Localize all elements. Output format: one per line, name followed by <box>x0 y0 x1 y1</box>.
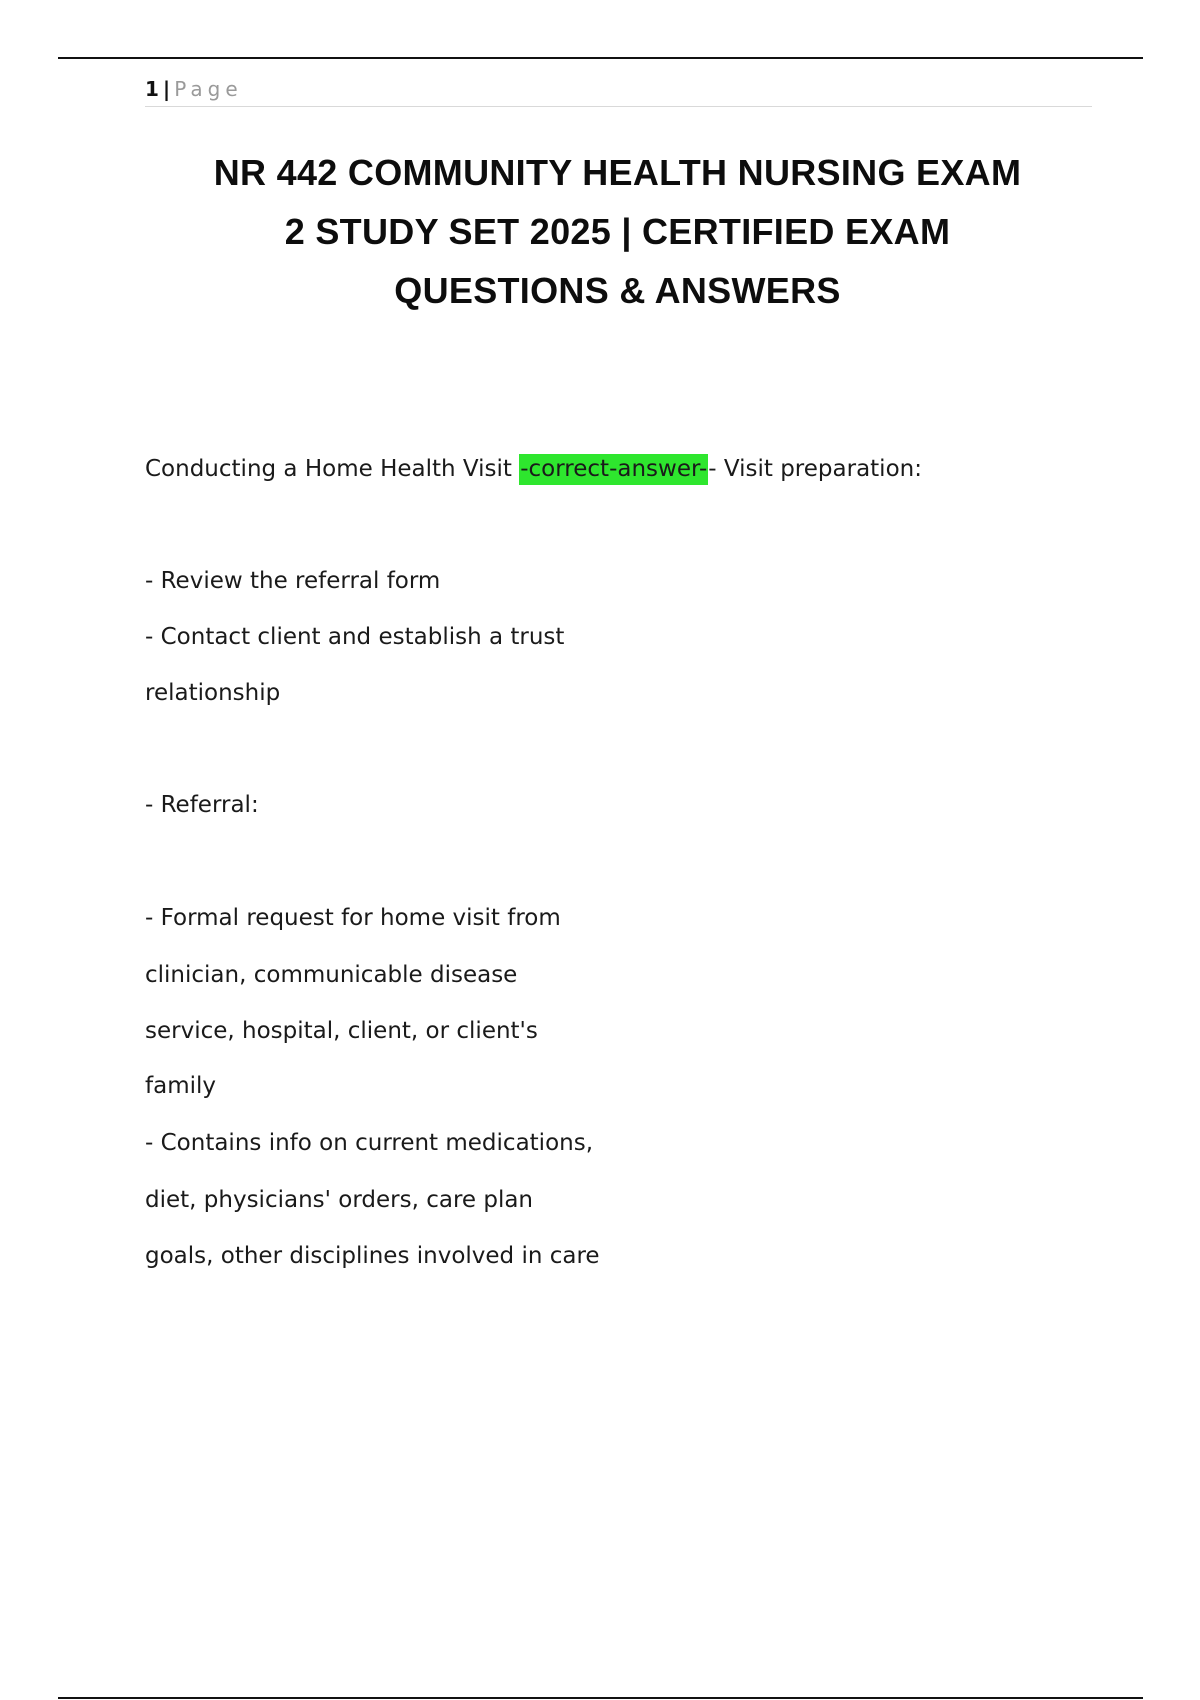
question-prompt: Conducting a Home Health Visit <box>145 456 520 482</box>
answer-start: - Visit preparation: <box>708 456 922 482</box>
top-border-rule <box>58 57 1143 59</box>
answer-line: relationship <box>145 680 281 706</box>
title-line: NR 442 COMMUNITY HEALTH NURSING EXAM <box>213 152 1022 193</box>
page-separator: | <box>162 77 171 101</box>
answer-line: diet, physicians' orders, care plan <box>145 1187 534 1213</box>
answer-line: goals, other disciplines involved in care <box>145 1243 600 1269</box>
answer-line: - Contact client and establish a trust <box>145 624 565 650</box>
answer-line: - Contains info on current medications, <box>145 1130 594 1156</box>
document-title <box>120 143 1115 320</box>
bottom-border-rule <box>58 1697 1143 1699</box>
answer-line: service, hospital, client, or client's <box>145 1018 538 1044</box>
answer-line: clinician, communicable disease <box>145 962 518 988</box>
correct-answer-marker: -correct-answer- <box>519 454 708 485</box>
answer-line: family <box>145 1073 216 1099</box>
answer-line: - Review the referral form <box>145 568 441 594</box>
question-line <box>145 454 1045 484</box>
page-number: 1 <box>145 77 159 101</box>
answer-line: - Formal request for home visit from <box>145 905 561 931</box>
title-line: QUESTIONS & ANSWERS <box>394 270 841 311</box>
page-header <box>145 76 1092 107</box>
answer-line: - Referral: <box>145 792 259 818</box>
page-label: Page <box>174 77 243 101</box>
title-line: 2 STUDY SET 2025 | CERTIFIED EXAM <box>284 211 951 252</box>
